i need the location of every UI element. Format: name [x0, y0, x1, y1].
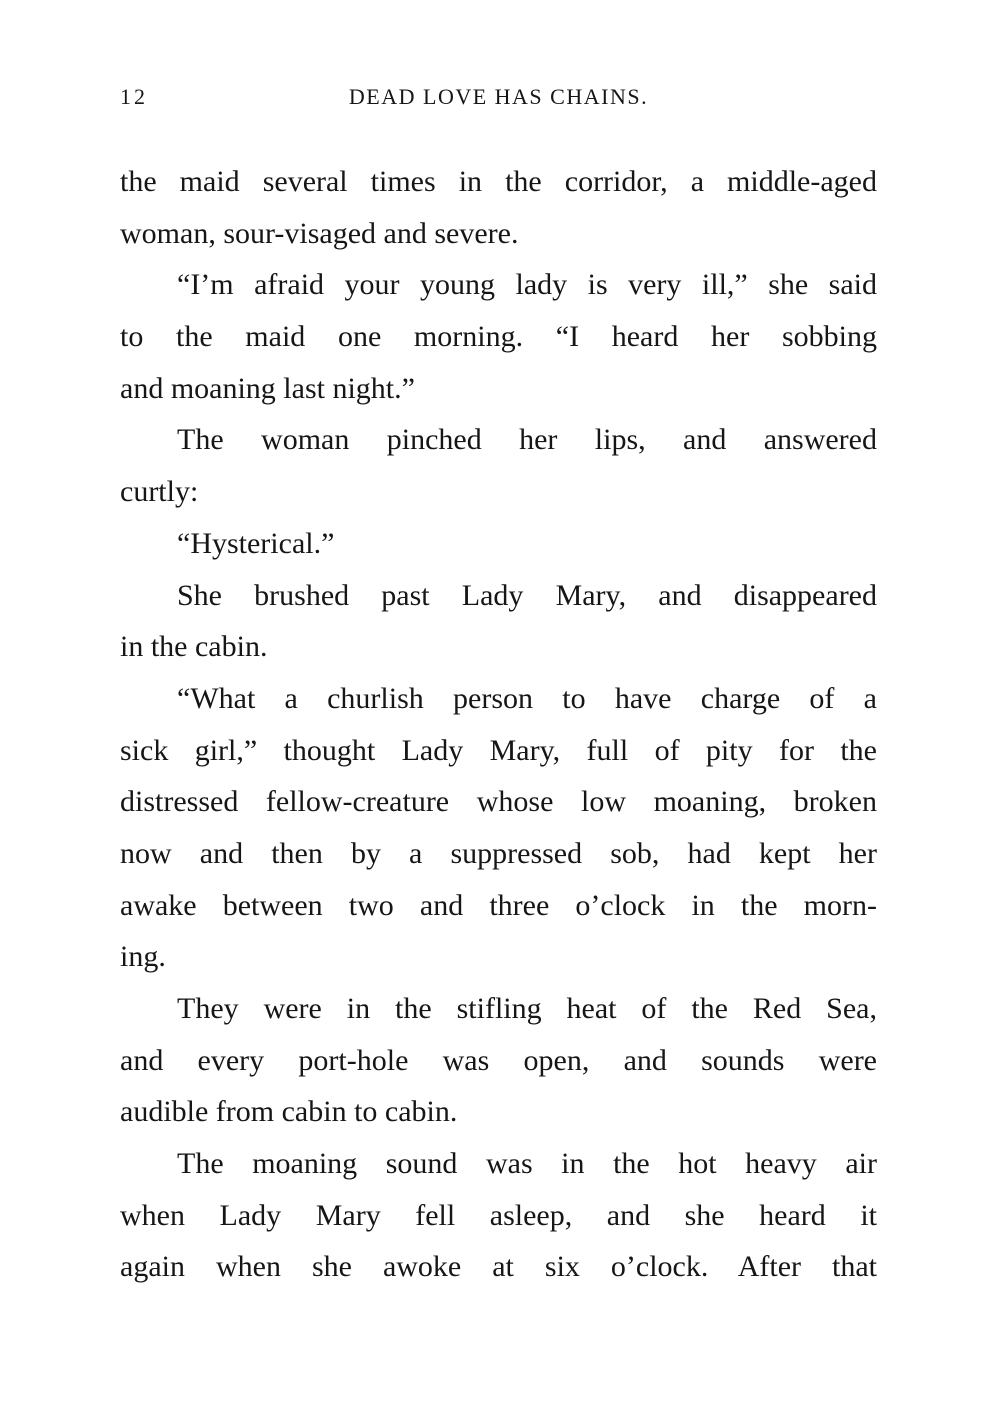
text-line: again when she awoke at six o’clock. After that	[120, 1250, 877, 1284]
text-line: The moaning sound was in the hot heavy air	[177, 1147, 877, 1181]
text-line: the maid several times in the corridor, a middle-aged	[120, 165, 877, 198]
text-line: “I’m afraid your young lady is very ill,” she said	[177, 268, 877, 302]
text-line: “What a churlish person to have charge of a	[177, 681, 877, 715]
text-line: They were in the stifling heat of the Red Sea,	[177, 992, 877, 1025]
text-line: when Lady Mary fell asleep, and she heard it	[120, 1198, 877, 1232]
text-line: and every port-hole was open, and sounds were	[120, 1043, 877, 1077]
text-line: sick girl,” thought Lady Mary, full of pity for the	[120, 733, 877, 767]
text-line: awake between two and three o’clock in the morn-	[120, 888, 877, 922]
body-text	[120, 156, 877, 1293]
text-line: curtly:	[120, 475, 199, 509]
text-line: ing.	[120, 940, 166, 974]
text-line: and moaning last night.”	[120, 371, 415, 405]
page-header	[120, 84, 877, 118]
text-line: distressed fellow-creature whose low moaning, broken	[120, 785, 877, 819]
text-line: to the maid one morning. “I heard her sobbing	[120, 320, 877, 354]
text-line: She brushed past Lady Mary, and disappeared	[177, 578, 877, 612]
text-line: woman, sour-visaged and severe.	[120, 216, 519, 250]
text-line: audible from cabin to cabin.	[120, 1095, 458, 1129]
text-line: now and then by a suppressed sob, had kept her	[120, 836, 877, 870]
text-line: “Hysterical.”	[177, 526, 335, 560]
text-line: The woman pinched her lips, and answered	[177, 423, 877, 457]
running-title: DEAD LOVE HAS CHAINS.	[348, 84, 649, 109]
page-number: 12	[120, 84, 148, 109]
text-line: in the cabin.	[120, 630, 268, 664]
